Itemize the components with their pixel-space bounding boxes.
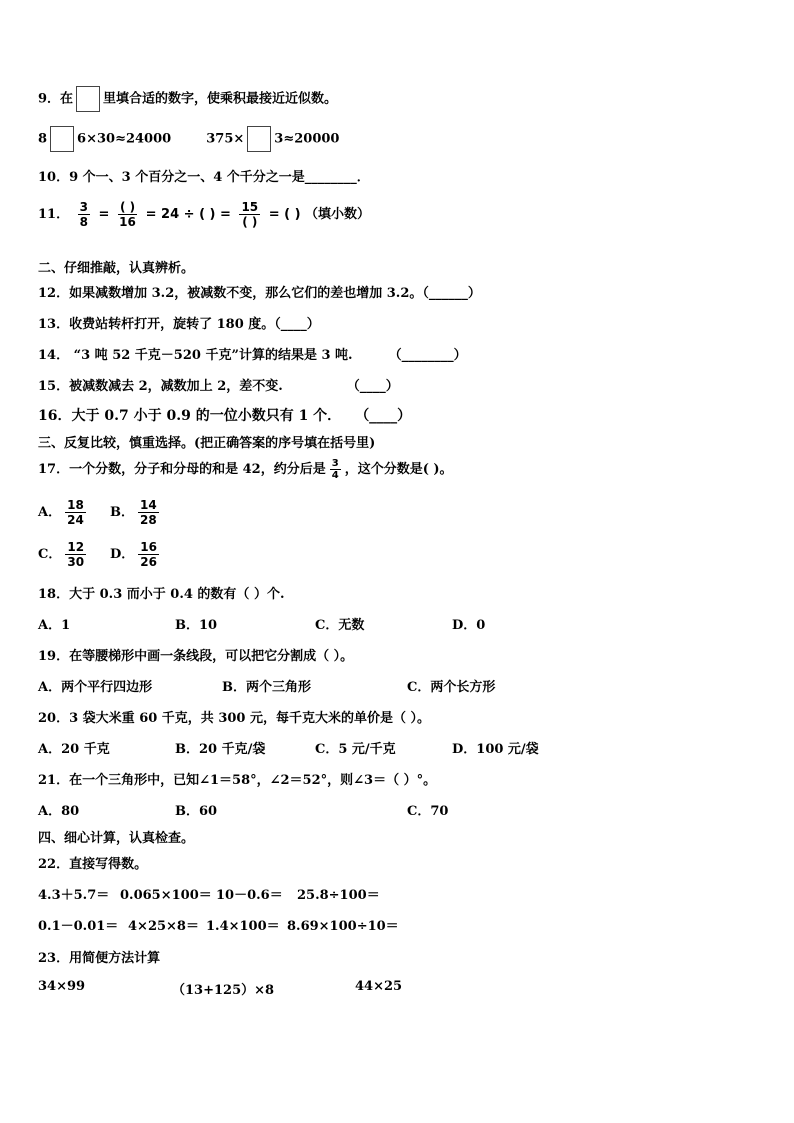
fraction-16-26: $\frac{16}{26}$ xyxy=(140,540,157,569)
question-21: 21．在一个三角形中，已知∠1＝58°，∠2＝52°，则∠3＝（ ）°。 xyxy=(38,773,437,788)
q22-item-5: 0.1－0.01＝ xyxy=(38,919,119,934)
q9-expr2-right: 3≈20000 xyxy=(274,131,340,147)
q17-option-b[interactable]: B． $\frac{14}{28}$ xyxy=(110,498,157,527)
question-12: 12．如果减数增加 3.2，被减数不变，那么它们的差也增加 3.2。（______） xyxy=(38,286,481,301)
q9-expr1-right: 6×30≈24000 xyxy=(77,131,172,147)
q21-option-b[interactable]: B．60 xyxy=(175,804,218,819)
section-3-heading: 三、反复比较，慎重选择。(把正确答案的序号填在括号里) xyxy=(38,436,376,451)
fraction-3-8: $\frac{3}{8}$ xyxy=(79,200,88,229)
fraction-3-4: $\frac{3}{4}$ xyxy=(331,458,339,481)
answer-box[interactable] xyxy=(50,126,74,152)
q9-text-end: 里填合适的数字，使乘积最接近近似数。 xyxy=(103,91,338,107)
q18-option-a[interactable]: A．1 xyxy=(38,618,71,633)
question-15 xyxy=(38,375,399,394)
question-11 xyxy=(38,200,370,229)
q18-option-b[interactable]: B．10 xyxy=(175,618,218,633)
q16-text: 16．大于 0.7 小于 0.9 的一位小数只有 1 个． xyxy=(38,408,342,424)
q18-option-c[interactable]: C．无数 xyxy=(315,618,365,633)
q17-option-d[interactable]: D． $\frac{16}{26}$ xyxy=(110,540,157,569)
question-13: 13．收费站转杆打开，旋转了 180 度。（____） xyxy=(38,317,320,332)
q17-option-a[interactable]: A． $\frac{18}{24}$ xyxy=(38,498,84,527)
q23-item-1: 34×99 xyxy=(38,979,86,994)
q19-option-a[interactable]: A．两个平行四边形 xyxy=(38,680,153,695)
question-18: 18．大于 0.3 而小于 0.4 的数有（ ）个. xyxy=(38,587,285,602)
q11-number: 11． xyxy=(38,207,70,222)
q22-item-4: 25.8÷100＝ xyxy=(297,888,380,903)
q19-option-c[interactable]: C．两个长方形 xyxy=(407,680,496,695)
question-19: 19．在等腰梯形中画一条线段，可以把它分割成（ ）。 xyxy=(38,649,354,664)
q23-item-3: 44×25 xyxy=(355,979,403,994)
question-10: 10．9 个一、3 个百分之一、4 个千分之一是________． xyxy=(38,170,370,185)
q14-answer-paren[interactable]: （________） xyxy=(388,348,467,363)
q22-item-3: 10－0.6＝ xyxy=(216,888,283,903)
q20-option-a[interactable]: A．20 千克 xyxy=(38,742,110,757)
q22-item-2: 0.065×100＝ xyxy=(120,888,212,903)
q20-option-d[interactable]: D．100 元/袋 xyxy=(452,742,539,757)
question-14 xyxy=(38,344,467,363)
question-22: 22．直接写得数。 xyxy=(38,857,148,872)
q23-item-2: （13+125）×8 xyxy=(172,983,275,998)
q22-item-6: 4×25×8＝ xyxy=(128,919,199,934)
q9-text-start: 9．在 xyxy=(38,91,74,107)
answer-box[interactable] xyxy=(247,126,271,152)
fraction-18-24: $\frac{18}{24}$ xyxy=(67,498,84,527)
answer-box[interactable] xyxy=(76,86,100,112)
section-4-heading: 四、细心计算，认真检查。 xyxy=(38,831,195,846)
question-9-expressions xyxy=(38,126,339,152)
question-17 xyxy=(38,458,453,481)
q19-option-b[interactable]: B．两个三角形 xyxy=(222,680,311,695)
equals-sign: = xyxy=(98,207,110,222)
q17-text-start: 17．一个分数，分子和分母的和是 42，约分后是 xyxy=(38,462,326,477)
q17-text-end: ，这个分数是( )。 xyxy=(344,462,453,477)
q11-end: = ( ) （填小数） xyxy=(268,207,371,222)
q18-option-d[interactable]: D．0 xyxy=(452,618,486,633)
question-16 xyxy=(38,405,411,425)
q20-option-b[interactable]: B．20 千克/袋 xyxy=(175,742,266,757)
q22-item-1: 4.3＋5.7＝ xyxy=(38,888,110,903)
q21-option-a[interactable]: A．80 xyxy=(38,804,80,819)
q21-option-c[interactable]: C．70 xyxy=(407,804,449,819)
fraction-14-28: $\frac{14}{28}$ xyxy=(140,498,157,527)
q22-item-7: 1.4×100＝ xyxy=(206,919,280,934)
question-23: 23．用简便方法计算 xyxy=(38,951,161,966)
q9-expr2-left: 375× xyxy=(206,131,245,147)
question-9 xyxy=(38,86,337,112)
q9-expr1-left: 8 xyxy=(38,131,48,147)
section-2-heading: 二、仔细推敲，认真辨析。 xyxy=(38,261,195,276)
q20-option-c[interactable]: C．5 元/千克 xyxy=(315,742,396,757)
fraction-blank-16: $\frac{( )}{16}$ xyxy=(119,200,136,229)
q15-text: 15．被减数减去 2，减数加上 2，差不变. xyxy=(38,379,283,394)
q16-answer-paren[interactable]: （____） xyxy=(355,408,412,424)
q14-text: 14． “3 吨 52 千克－520 千克”计算的结果是 3 吨. xyxy=(38,348,353,363)
question-20: 20．3 袋大米重 60 千克，共 300 元，每千克大米的单价是（ ）。 xyxy=(38,711,431,726)
fraction-12-30: $\frac{12}{30}$ xyxy=(67,540,85,569)
q15-answer-paren[interactable]: （____） xyxy=(346,379,399,394)
fraction-15-blank: $\frac{15}{( )}$ xyxy=(241,200,259,229)
q11-middle: = 24 ÷ ( ) = xyxy=(145,207,231,222)
q17-option-c[interactable]: C． $\frac{12}{30}$ xyxy=(38,540,85,569)
q22-item-8: 8.69×100÷10＝ xyxy=(287,919,399,934)
